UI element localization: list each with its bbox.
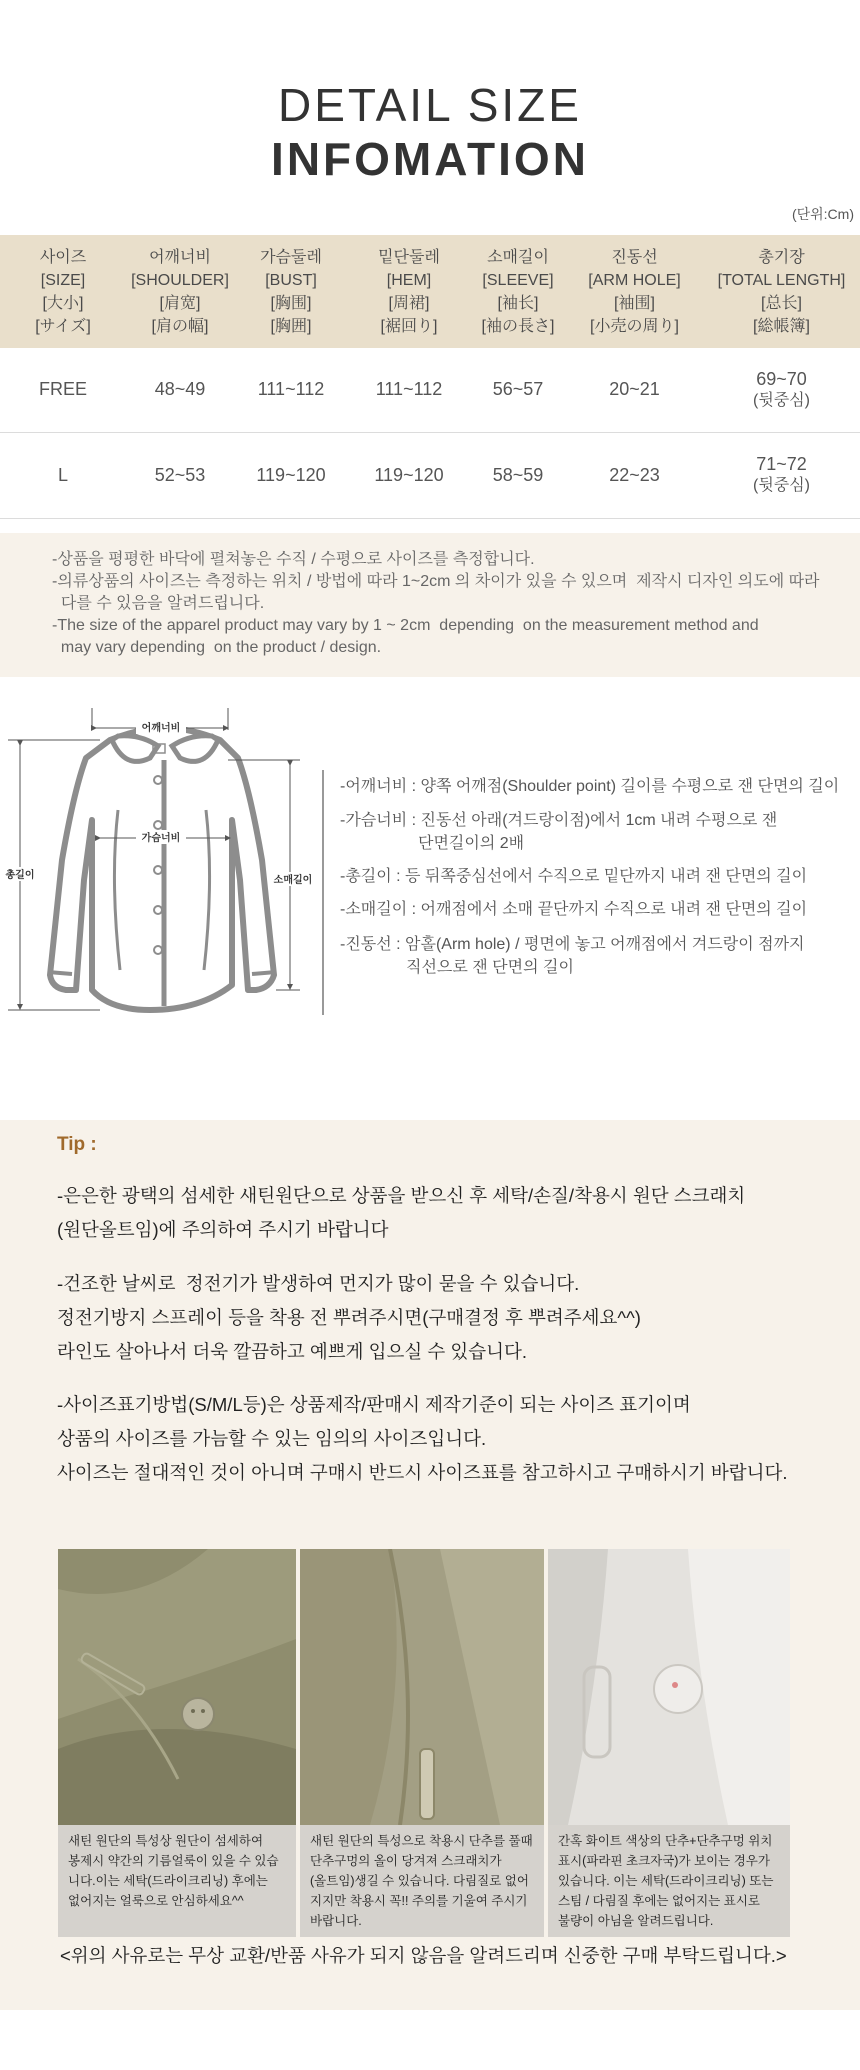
cell-armhole: 20~21	[566, 348, 703, 432]
size-table-header	[0, 235, 860, 348]
title-line-1: DETAIL SIZE	[278, 79, 582, 131]
fabric-photo-3	[548, 1549, 790, 1825]
fabric-photos	[58, 1549, 790, 1937]
note-line: -의류상품의 사이즈는 측정하는 위치 / 방법에 따라 1~2cm 의 차이가 있을 수 있으며 제작시 디자인 의도에 따라	[52, 573, 820, 590]
total-value: 69~70	[756, 368, 807, 389]
fabric-photo-1-image	[58, 1549, 296, 1825]
def-shoulder: -어깨너비 : 양쪽 어깨점(Shoulder point) 길이를 수평으로 잰 단면의 길이	[340, 778, 840, 795]
diagram-label-shoulder: 어깨너비	[141, 723, 181, 734]
cell-bust: 111~112	[234, 348, 348, 432]
cell-total-length	[703, 348, 860, 432]
header-size: 사이즈 [SIZE] [大小] [サイズ]	[0, 235, 126, 348]
page-title	[0, 78, 860, 186]
def-bust-line2: 단면길이의 2배	[418, 835, 525, 852]
shirt-measurement-diagram	[0, 700, 330, 1020]
fabric-photo-2	[300, 1549, 544, 1825]
tip-paragraph-1: -은은한 광택의 섬세한 새틴원단으로 상품을 받으신 후 세탁/손질/착용시 원단 스크래치 (원단올트임)에 주의하여 주시기 바랍니다	[57, 1185, 746, 1240]
closing-notice: <위의 사유로는 무상 교환/반품 사유가 되지 않음을 알려드리며 신중한 구매 부탁드립니다.>	[60, 1945, 787, 1966]
total-note: (뒷중심)	[752, 391, 811, 409]
table-row	[0, 348, 860, 432]
table-row	[0, 432, 860, 518]
cell-total-length	[703, 432, 860, 518]
tip-title: Tip :	[57, 1134, 97, 1155]
total-value: 71~72	[756, 454, 807, 474]
cell-hem: 119~120	[348, 432, 470, 518]
header-total-length: 총기장 [TOTAL LENGTH] [总长] [総帳簿]	[703, 235, 860, 348]
cell-size: FREE	[0, 348, 126, 432]
note-line: -The size of the apparel product may vary by 1 ~ 2cm depending on the measurement method and	[52, 617, 759, 634]
size-table	[0, 235, 860, 519]
cell-sleeve: 56~57	[470, 348, 566, 432]
diagram-label-bust: 가슴너비	[141, 833, 181, 844]
note-line: -상품을 평평한 바닥에 펼쳐놓은 수직 / 수평으로 사이즈를 측정합니다.	[52, 551, 535, 568]
fabric-photo-1	[58, 1549, 296, 1825]
cell-size: L	[0, 432, 126, 518]
fabric-caption-2: 새틴 원단의 특성으로 착용시 단추를 풀때 단추구멍의 올이 당겨져 스크래치가 (올트임)생길 수 있습니다. 다림질로 없어 지지만 착용시 꼭!! 주의를 기울여 주시기 바랍니다.	[300, 1825, 544, 1937]
cell-armhole: 22~23	[566, 432, 703, 518]
cell-bust: 119~120	[234, 432, 348, 518]
header-sleeve: 소매길이 [SLEEVE] [袖长] [袖の長さ]	[470, 235, 566, 348]
fabric-caption-1: 새틴 원단의 특성상 원단이 섬세하여 봉제시 약간의 기름얼룩이 있을 수 있습 니다.이는 세탁(드라이크리닝) 후에는 없어지는 얼룩으로 안심하세요^^	[58, 1825, 296, 1937]
header-hem: 밑단둘레 [HEM] [周裙] [裾回り]	[348, 235, 470, 348]
diagram-label-total: 총길이	[5, 870, 35, 881]
cell-shoulder: 52~53	[126, 432, 234, 518]
total-note: (뒷중심)	[752, 477, 811, 494]
header-shoulder: 어깨너비 [SHOULDER] [肩宽] [肩の幅]	[126, 235, 234, 348]
fabric-caption-3: 간혹 화이트 색상의 단추+단추구멍 위치 표시(파라핀 초크자국)가 보이는 경우가 있습니다. 이는 세탁(드라이크리닝) 또는 스팀 / 다림질 후에는 없어지는 표시로 불량이 아님을 알려드립니다.	[548, 1825, 790, 1937]
cell-shoulder: 48~49	[126, 348, 234, 432]
cell-sleeve: 58~59	[470, 432, 566, 518]
header-armhole: 진동선 [ARM HOLE] [袖围] [小売の周り]	[566, 235, 703, 348]
unit-note: (단위:Cm)	[791, 206, 854, 222]
tip-section	[0, 1120, 860, 2010]
measurement-notes	[0, 533, 860, 677]
diagram-label-sleeve: 소매길이	[273, 875, 313, 886]
tip-paragraph-3: -사이즈표기방법(S/M/L등)은 상품제작/판매시 제작기준이 되는 사이즈 표기이며 상품의 사이즈를 가늠할 수 있는 임의의 사이즈입니다. 사이즈는 절대적인 것이 아니며 구매시 반드시 사이즈표를 참고하시고 구매하시기 바랍니다.	[57, 1394, 788, 1483]
divider	[322, 770, 324, 1015]
def-armhole-line1: -진동선 : 암홀(Arm hole) / 평면에 놓고 어깨점에서 겨드랑이 점까지	[340, 936, 805, 953]
def-armhole-line2: 직선으로 잰 단면의 길이	[406, 959, 574, 976]
note-line: 다를 수 있음을 알려드립니다.	[52, 595, 265, 612]
note-line: may vary depending on the product / design.	[52, 639, 382, 656]
cell-hem: 111~112	[348, 348, 470, 432]
fabric-photo-2-image	[300, 1549, 544, 1825]
header-bust: 가슴둘레 [BUST] [胸围] [胸囲]	[234, 235, 348, 348]
def-total: -총길이 : 등 뒤쪽중심선에서 수직으로 밑단까지 내려 잰 단면의 길이	[340, 868, 808, 885]
tip-paragraph-2: -건조한 날씨로 정전기가 발생하여 먼지가 많이 묻을 수 있습니다. 정전기방지 스프레이 등을 착용 전 뿌려주시면(구매결정 후 뿌려주세요^^) 라인도 살아나서 더욱 깔끔하고 예쁘게 입으실 수 있습니다.	[57, 1273, 641, 1362]
title-line-2: INFOMATION	[271, 133, 589, 185]
def-bust-line1: -가슴너비 : 진동선 아래(겨드랑이점)에서 1cm 내려 수평으로 잰	[340, 812, 778, 829]
shirt-icon	[0, 700, 330, 1020]
fabric-photo-3-image	[548, 1549, 790, 1825]
def-sleeve: -소매길이 : 어깨점에서 소매 끝단까지 수직으로 내려 잰 단면의 길이	[340, 901, 808, 918]
